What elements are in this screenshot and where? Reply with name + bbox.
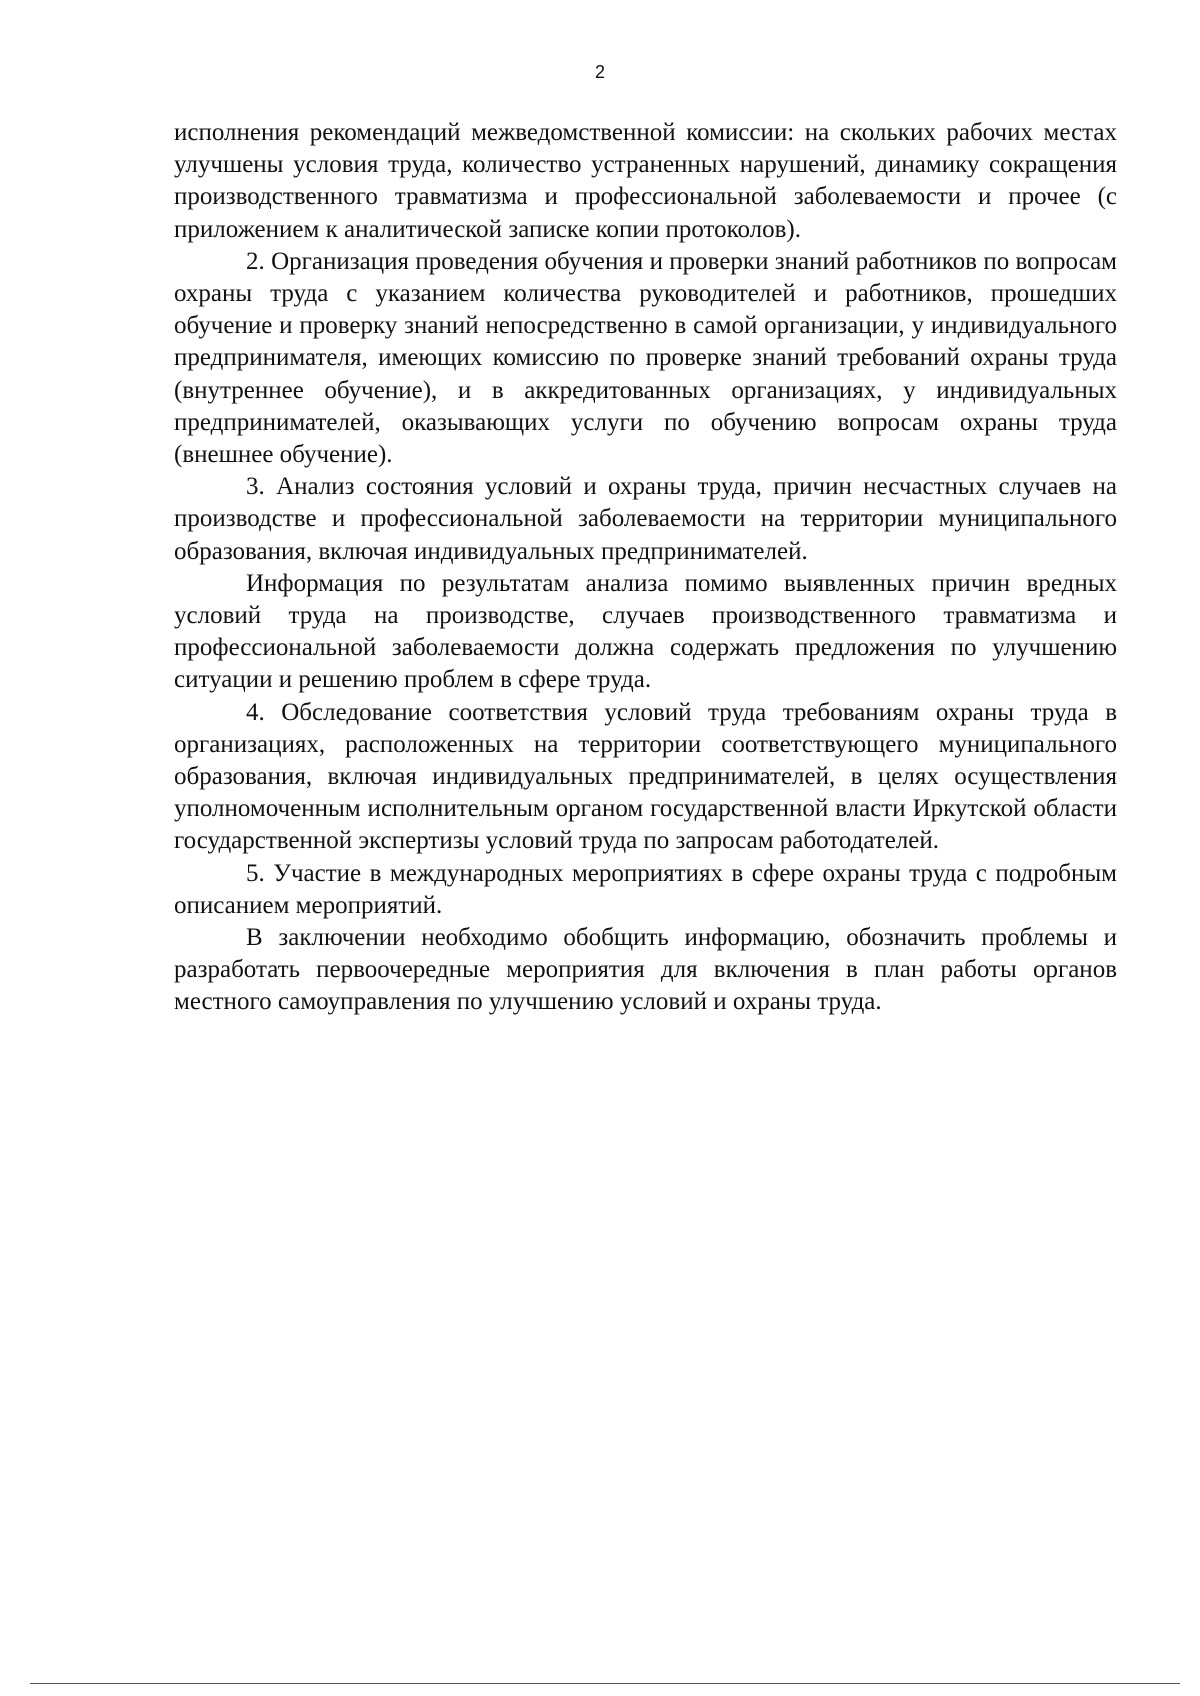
paragraph-analysis-info: Информация по результатам анализа помимо выявленных причин вредных условий труда на производстве, случаев производственного травматизма и профессиональной заболеваемости должна содержать предложения по улучшению ситуации и решению проблем в сфере труда. [174, 569, 1117, 694]
paragraph-continuation: исполнения рекомендаций межведомственной комиссии: на скольких рабочих местах улучшены условия труда, количество устраненных нарушений, динамику сокращения производственного травматизма и профессиональной заболеваемости и прочее (с приложением к аналитической записке копии протоколов). [174, 119, 1117, 243]
document-body [174, 117, 1117, 1019]
paragraph-item-4: 4. Обследование соответствия условий труда требованиям охраны труда в организациях, расположенных на территории соответствующего муниципального образования, включая индивидуальных предпринимателей, в целях осуществления уполномоченным исполнительным органом государственной власти Иркутской области государственной экспертизы условий труда по запросам работодателей. [174, 698, 1117, 855]
paragraph-item-3: 3. Анализ состояния условий и охраны труда, причин несчастных случаев на производстве и профессиональной заболеваемости на территории муниципального образования, включая индивидуальных предпринимателей. [174, 473, 1117, 565]
page-number: 2 [594, 62, 605, 82]
paragraph-item-5: 5. Участие в международных мероприятиях в сфере охраны труда с подробным описанием мероприятий. [174, 859, 1117, 919]
paragraph-item-2: 2. Организация проведения обучения и проверки знаний работников по вопросам охраны труда с указанием количества руководителей и работников, прошедших обучение и проверку знаний непосредственно в самой организации, у индивидуального предпринимателя, имеющих комиссию по проверке знаний требований охраны труда (внутреннее обучение), и в аккредитованных организациях, у индивидуальных предпринимателей, оказывающих услуги по обучению вопросам охраны труда (внешнее обучение). [174, 247, 1117, 469]
bottom-divider [30, 1683, 1180, 1684]
paragraph-conclusion: В заключении необходимо обобщить информацию, обозначить проблемы и разработать первоочередные мероприятия для включения в план работы органов местного самоуправления по улучшению условий и охраны труда. [174, 924, 1117, 1016]
